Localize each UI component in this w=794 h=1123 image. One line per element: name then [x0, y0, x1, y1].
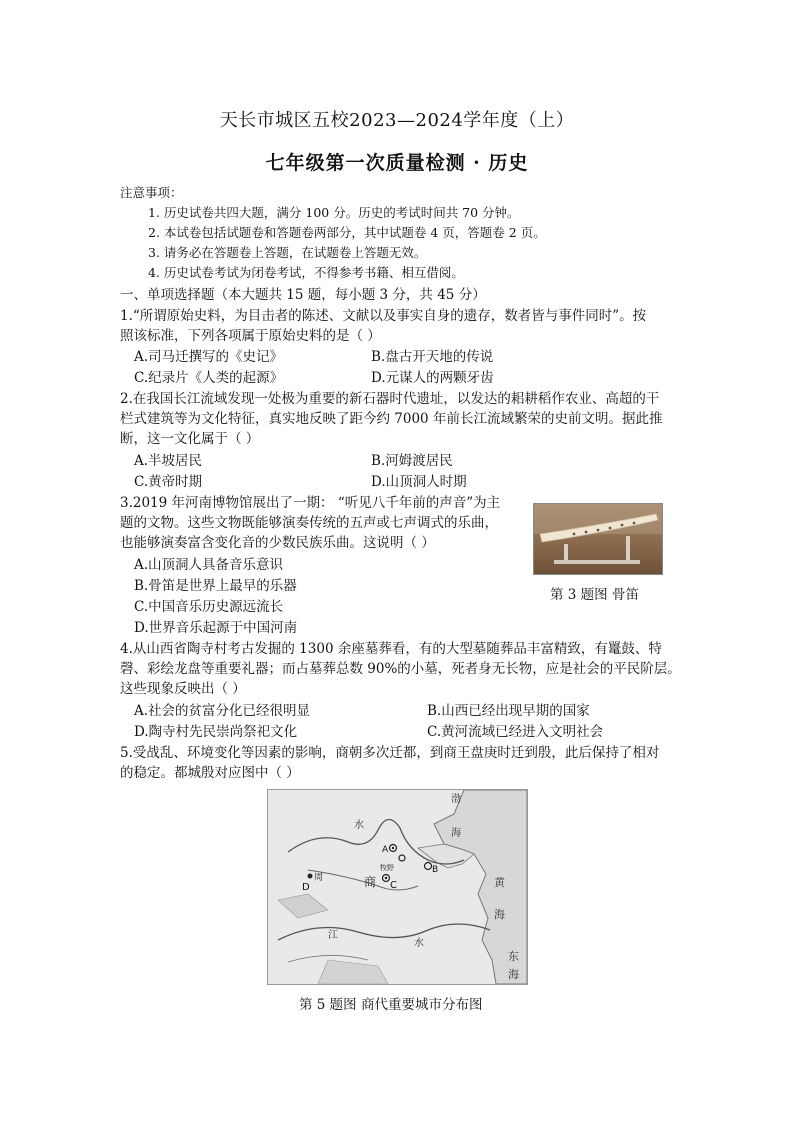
q1-option-d: D.元谋人的两颗牙齿: [371, 370, 494, 386]
map-point-label: A: [382, 845, 389, 855]
notice-item: 2. 本试卷包括试题卷和答题卷两部分，其中试题卷 4 页，答题卷 2 页。: [148, 225, 546, 240]
notice-heading: 注意事项：: [120, 185, 183, 200]
exam-school-title: 天长市城区五校2023—2024学年度（上）: [219, 110, 575, 131]
q2-option-c: C.黄帝时期: [134, 474, 203, 490]
q4-option-c: C.黄河流域已经进入文明社会: [427, 724, 604, 740]
question-4-stem: 4.从山西省陶寺村考古发掘的 1300 余座墓葬看，有的大型墓随葬品丰富精致，有鼍鼓、特: [120, 641, 662, 657]
question-2-stem: 2.在我国长江流域发现一处极为重要的新石器时代遗址，以发达的耜耕稻作农业、高超的干: [120, 391, 660, 407]
question-4-stem: 这些现象反映出（ ）: [120, 681, 246, 697]
map-point-label: D: [302, 882, 310, 893]
q2-option-a: A.半坡居民: [134, 453, 203, 469]
map-label: 水: [354, 820, 364, 831]
section-heading: 一、单项选择题（本大题共 15 题，每小题 3 分，共 45 分）: [120, 287, 486, 303]
q3-option-d: D.世界音乐起源于中国河南: [134, 620, 298, 636]
map-label: 黄: [494, 876, 505, 889]
map-point-label: C: [390, 880, 397, 891]
question-5-stem: 5.受战乱、环境变化等因素的影响，商朝多次迁都，到商王盘庚时迁到殷，此后保持了相对: [120, 745, 660, 761]
shang-city-map: [267, 789, 528, 985]
exam-subject-title: 七年级第一次质量检测 · 历史: [265, 152, 529, 174]
map-label: 水: [414, 938, 424, 949]
question-2-stem: 栏式建筑等为文化特征，真实地反映了距今约 7000 年前长江流域繁荣的史前文明。据此推: [120, 411, 663, 427]
question-4-stem: 磬、彩绘龙盘等重要礼器；而占墓葬总数 90%的小墓，死者身无长物，应是社会的平民阶层。: [120, 661, 681, 677]
figure-3-caption: 第 3 题图 骨笛: [550, 587, 639, 603]
q3-option-c: C.中国音乐历史源远流长: [134, 599, 284, 615]
question-3-stem: 题的文物。这些文物既能够演奏传统的五声或七声调式的乐曲，: [120, 515, 498, 531]
bone-flute-icon: [534, 504, 662, 574]
map-drawing: [268, 790, 527, 984]
map-label: 周: [314, 873, 324, 883]
map-point-label: B: [432, 865, 439, 875]
q1-option-a: A.司马迁撰写的《史记》: [134, 349, 284, 365]
q1-option-c: C.纪录片《人类的起源》: [134, 370, 284, 386]
q4-option-d: D.陶寺村先民崇尚祭祀文化: [134, 724, 298, 740]
q2-option-b: B.河姆渡居民: [371, 453, 453, 469]
question-3-stem: 3.2019 年河南博物馆展出了一期： “听见八千年前的声音”为主: [120, 495, 501, 511]
q2-option-d: D.山顶洞人时期: [371, 474, 467, 490]
question-1-stem: 1.“所谓原始史料，为目击者的陈述、文献以及事实自身的遗存，数者皆与事件同时”。按: [120, 308, 647, 324]
q3-option-b: B.骨笛是世界上最早的乐器: [134, 578, 297, 594]
map-label: 商: [364, 875, 377, 889]
q4-option-a: A.社会的贫富分化已经很明显: [134, 703, 311, 719]
map-label: 江: [328, 930, 338, 941]
figure-5-caption: 第 5 题图 商代重要城市分布图: [299, 997, 483, 1013]
question-5-stem: 的稳定。都城殷对应图中（ ）: [120, 765, 300, 781]
bone-flute-photo: [533, 503, 663, 575]
question-1-stem: 照该标准，下列各项属于原始史料的是（ ）: [120, 328, 381, 344]
map-label: 海: [508, 968, 519, 981]
map-label: 牧野: [380, 864, 394, 872]
notice-item: 1. 历史试卷共四大题，满分 100 分。历史的考试时间共 70 分钟。: [148, 205, 520, 220]
map-label: 海: [494, 908, 505, 921]
notice-item: 3. 请务必在答题卷上答题，在试题卷上答题无效。: [148, 245, 427, 260]
q3-option-a: A.山顶洞人具备音乐意识: [134, 557, 284, 573]
notice-item: 4. 历史试卷考试为闭卷考试，不得参考书籍、相互借阅。: [148, 265, 464, 280]
question-3-stem: 也能够演奏富含变化音的少数民族乐曲。这说明（ ）: [120, 535, 435, 551]
question-2-stem: 断，这一文化属于（ ）: [120, 431, 260, 447]
map-label: 东: [508, 950, 519, 963]
q4-option-b: B.山西已经出现早期的国家: [427, 703, 590, 719]
map-label: 海: [451, 828, 461, 839]
map-label: 渤: [451, 794, 461, 805]
q1-option-b: B.盘古开天地的传说: [371, 349, 494, 365]
